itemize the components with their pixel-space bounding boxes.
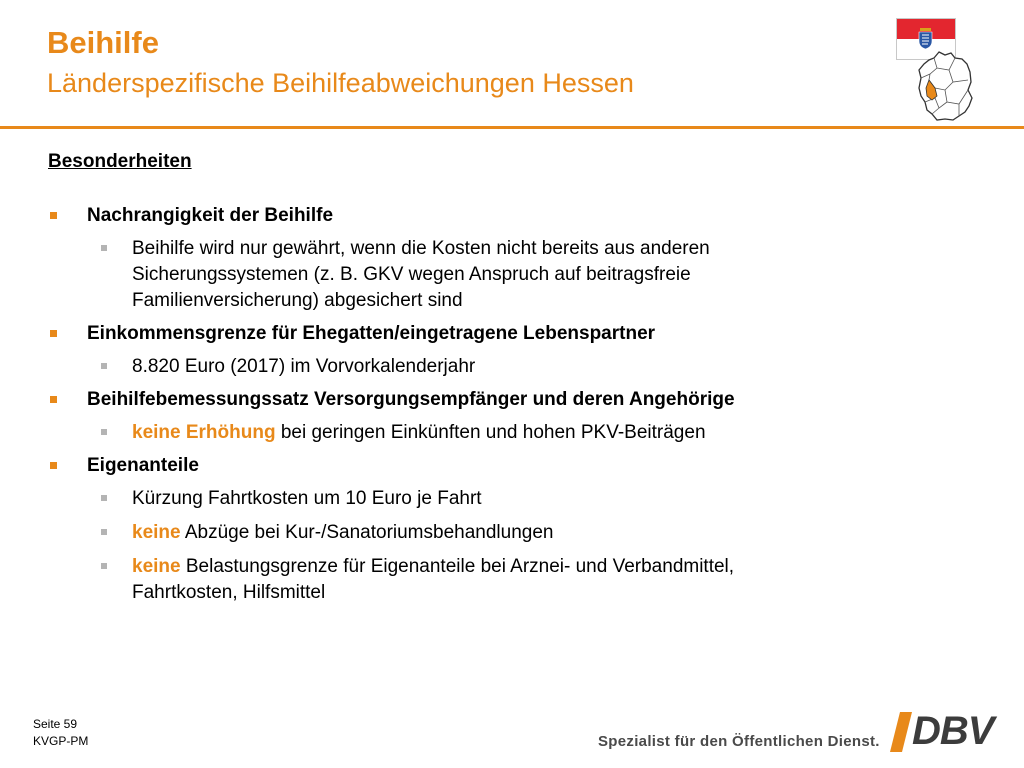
subitem-text: Abzüge bei Kur-/Sanatoriumsbehandlungen — [180, 522, 554, 543]
dbv-logo — [890, 709, 1002, 753]
list-item: Nachrangigkeit der Beihilfe — [48, 204, 988, 228]
highlight-text: keine — [132, 556, 181, 577]
germany-map-icon — [915, 50, 975, 122]
subitem-line: Beihilfe wird nur gewährt, wenn die Kosten nicht bereits aus anderen — [132, 238, 710, 259]
page-subtitle: Länderspezifische Beihilfeabweichungen Hessen — [47, 68, 634, 98]
list-subitem — [48, 520, 988, 546]
list-subitem — [48, 420, 988, 446]
subitem-text: bei geringen Einkünften und hohen PKV-Beiträgen — [275, 422, 706, 443]
document-code: KVGP-PM — [33, 734, 89, 748]
list-item: Eigenanteile — [48, 454, 988, 478]
list-item: Beihilfebemessungssatz Versorgungsempfänger und deren Angehörige — [48, 388, 988, 412]
logo-slash-icon — [890, 712, 912, 752]
highlight-text: keine Erhöhung — [132, 422, 276, 443]
list-subitem — [48, 554, 988, 606]
page-title: Beihilfe — [47, 25, 159, 60]
coat-of-arms-icon — [918, 28, 933, 50]
subitem-line: Sicherungssystemen (z. B. GKV wegen Anspruch auf beitragsfreie — [132, 264, 691, 285]
subitem-line: Familienversicherung) abgesichert sind — [132, 290, 463, 311]
footer-slogan: Spezialist für den Öffentlichen Dienst. — [598, 733, 880, 750]
page-number: Seite 59 — [33, 717, 78, 731]
title-divider — [0, 126, 1024, 129]
list-subitem: 8.820 Euro (2017) im Vorvorkalenderjahr — [48, 354, 988, 380]
content-body — [48, 150, 988, 614]
highlight-text: keine — [132, 522, 181, 543]
section-heading: Besonderheiten — [48, 151, 192, 172]
list-item: Einkommensgrenze für Ehegatten/eingetragene Lebenspartner — [48, 322, 988, 346]
footer-page-info — [33, 716, 88, 750]
logo-text: DBV — [912, 709, 994, 753]
subitem-text: Belastungsgrenze für Eigenanteile bei Arznei- und Verbandmittel, — [180, 556, 735, 577]
list-subitem: Kürzung Fahrtkosten um 10 Euro je Fahrt — [48, 486, 988, 512]
list-subitem — [48, 236, 988, 314]
subitem-line: Fahrtkosten, Hilfsmittel — [132, 582, 326, 603]
